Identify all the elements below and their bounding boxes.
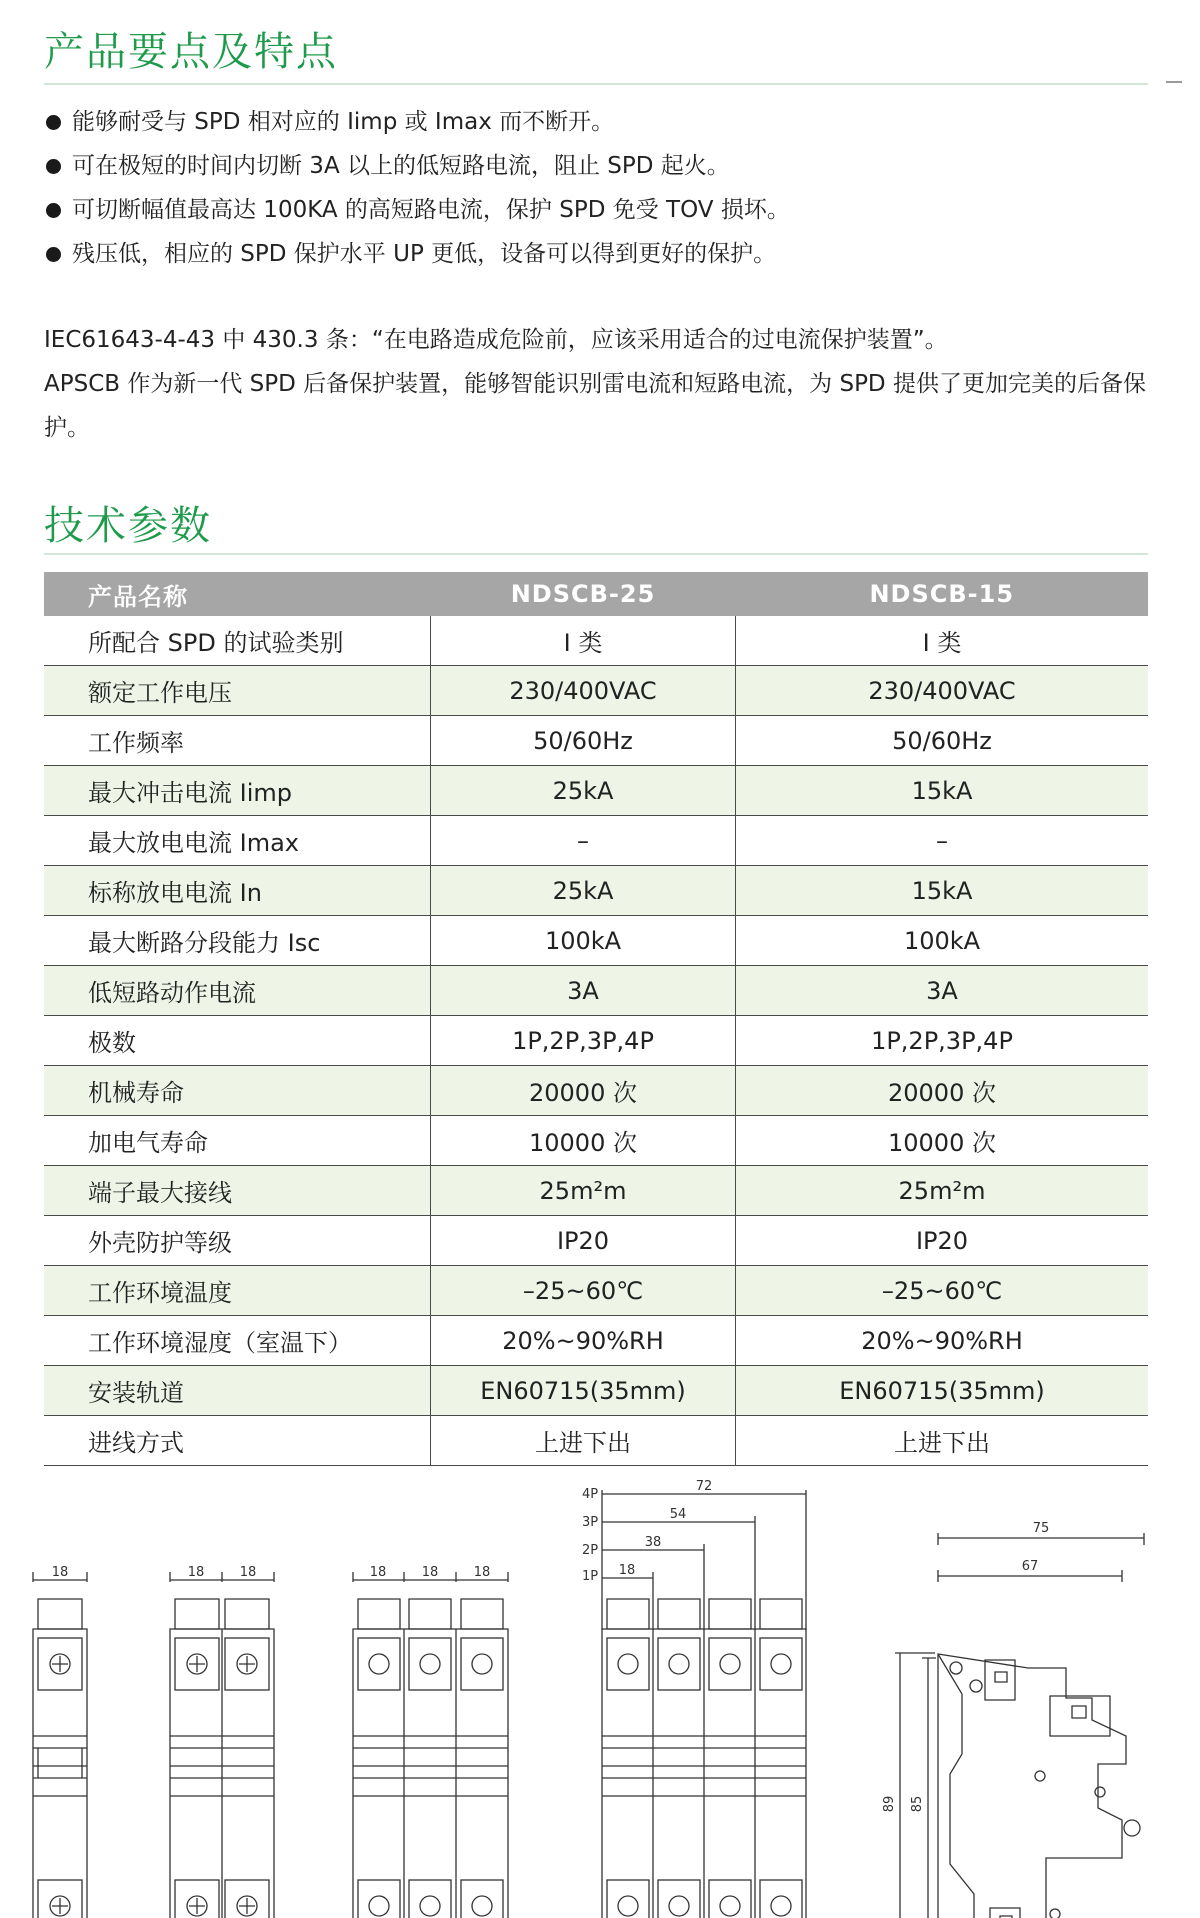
breaker-side-view-drawing: [895, 1533, 1144, 1918]
spec-param-name: 进线方式: [44, 1416, 431, 1466]
spec-row: [44, 1216, 1148, 1266]
spec-value-25: I 类: [431, 616, 736, 666]
spec-param-name: 端子最大接线: [44, 1166, 431, 1216]
feature-item: 残压低，相应的 SPD 保护水平 UP 更低，设备可以得到更好的保护。: [44, 232, 790, 276]
dim-3p-width-b: 18: [421, 1565, 439, 1580]
spec-row: [44, 1416, 1148, 1466]
spec-param-name: 工作频率: [44, 716, 431, 766]
spec-row: [44, 1316, 1148, 1366]
dim-3p-width-c: 18: [473, 1565, 491, 1580]
feature-list: [44, 100, 790, 276]
spec-value-25: 25kA: [431, 866, 736, 916]
spec-value-15: 25m²m: [736, 1166, 1149, 1216]
spec-row: [44, 816, 1148, 866]
breaker-2p-drawing: [170, 1572, 274, 1918]
spec-row: [44, 616, 1148, 666]
spec-param-name: 安装轨道: [44, 1366, 431, 1416]
spec-value-25: 1P,2P,3P,4P: [431, 1016, 736, 1066]
feature-item: 可切断幅值最高达 100KA 的高短路电流，保护 SPD 免受 TOV 损坏。: [44, 188, 790, 232]
dim-side-height-85: 85: [910, 1795, 925, 1813]
spec-row: [44, 666, 1148, 716]
spec-value-15: 50/60Hz: [736, 716, 1149, 766]
feature-item: 能够耐受与 SPD 相对应的 Iimp 或 Imax 而不断开。: [44, 100, 790, 144]
pole-label-4p: 4P: [582, 1487, 599, 1502]
spec-param-name: 低短路动作电流: [44, 966, 431, 1016]
pole-label-1p: 1P: [582, 1569, 599, 1584]
spec-value-15: 15kA: [736, 766, 1149, 816]
spec-value-15: –25~60℃: [736, 1266, 1149, 1316]
dim-side-width-67: 67: [1021, 1559, 1039, 1574]
spec-row: [44, 1366, 1148, 1416]
dim-side-width-75: 75: [1032, 1521, 1050, 1536]
paragraph-line-2: APSCB 作为新一代 SPD 后备保护装置，能够智能识别雷电流和短路电流，为 SPD 提供了更加完美的后备保护。: [44, 371, 1146, 441]
dim-2p-total: 38: [644, 1535, 662, 1550]
spec-row: [44, 1266, 1148, 1316]
spec-row: [44, 1116, 1148, 1166]
dim-2p-width-a: 18: [187, 1565, 205, 1580]
spec-value-15: 20%~90%RH: [736, 1316, 1149, 1366]
header-model-25: NDSCB-25: [431, 572, 736, 616]
corner-dash: [1166, 81, 1182, 83]
spec-value-15: 100kA: [736, 916, 1149, 966]
header-product-name: 产品名称: [44, 572, 431, 616]
spec-row: [44, 866, 1148, 916]
breaker-1p-drawing: [33, 1572, 87, 1918]
spec-row: [44, 1066, 1148, 1116]
pole-label-3p: 3P: [582, 1515, 599, 1530]
dim-1p-width: 18: [51, 1565, 69, 1580]
spec-row: [44, 716, 1148, 766]
spec-param-name: 机械寿命: [44, 1066, 431, 1116]
spec-value-25: 3A: [431, 966, 736, 1016]
spec-value-25: –25~60℃: [431, 1266, 736, 1316]
spec-value-15: –: [736, 816, 1149, 866]
spec-value-25: 20%~90%RH: [431, 1316, 736, 1366]
spec-param-name: 标称放电电流 In: [44, 866, 431, 916]
spec-value-15: IP20: [736, 1216, 1149, 1266]
spec-param-name: 最大冲击电流 Iimp: [44, 766, 431, 816]
spec-param-name: 额定工作电压: [44, 666, 431, 716]
spec-value-25: 25kA: [431, 766, 736, 816]
spec-value-25: 230/400VAC: [431, 666, 736, 716]
dim-2p-width-b: 18: [239, 1565, 257, 1580]
dimension-drawings: [0, 1479, 1200, 1910]
spec-value-15: 上进下出: [736, 1416, 1149, 1466]
spec-value-15: EN60715(35mm): [736, 1366, 1149, 1416]
feature-item: 可在极短的时间内切断 3A 以上的低短路电流，阻止 SPD 起火。: [44, 144, 790, 188]
spec-value-25: –: [431, 816, 736, 866]
spec-value-25: 50/60Hz: [431, 716, 736, 766]
spec-row: [44, 766, 1148, 816]
spec-value-15: 230/400VAC: [736, 666, 1149, 716]
spec-value-15: 20000 次: [736, 1066, 1149, 1116]
spec-value-25: 上进下出: [431, 1416, 736, 1466]
dim-side-height-89: 89: [882, 1795, 897, 1813]
breaker-4p-drawing: [602, 1490, 806, 1918]
spec-table-body: [44, 616, 1148, 1466]
dim-3p-width-a: 18: [369, 1565, 387, 1580]
spec-value-15: 3A: [736, 966, 1149, 1016]
dim-1p-total: 18: [618, 1563, 636, 1578]
header-model-15: NDSCB-15: [736, 572, 1149, 616]
spec-param-name: 最大放电电流 Imax: [44, 816, 431, 866]
paragraph-line-1: IEC61643-4-43 中 430.3 条：“在电路造成危险前，应该采用适合的过电流保护装置”。: [44, 327, 948, 353]
spec-param-name: 最大断路分段能力 Isc: [44, 916, 431, 966]
features-title: 产品要点及特点: [44, 29, 338, 75]
spec-value-25: 10000 次: [431, 1116, 736, 1166]
spec-row: [44, 1016, 1148, 1066]
spec-param-name: 工作环境湿度（室温下）: [44, 1316, 431, 1366]
spec-value-25: EN60715(35mm): [431, 1366, 736, 1416]
spec-param-name: 所配合 SPD 的试验类别: [44, 616, 431, 666]
spec-row: [44, 1166, 1148, 1216]
spec-value-25: 100kA: [431, 916, 736, 966]
spec-value-15: 10000 次: [736, 1116, 1149, 1166]
spec-param-name: 工作环境温度: [44, 1266, 431, 1316]
dim-3p-total: 54: [669, 1507, 687, 1522]
spec-value-25: IP20: [431, 1216, 736, 1266]
standard-paragraph: [44, 318, 1154, 450]
spec-row: [44, 966, 1148, 1016]
dim-4p-width: 72: [695, 1479, 713, 1494]
spec-value-15: I 类: [736, 616, 1149, 666]
spec-row: [44, 916, 1148, 966]
spec-value-25: 20000 次: [431, 1066, 736, 1116]
spec-value-15: 15kA: [736, 866, 1149, 916]
spec-value-25: 25m²m: [431, 1166, 736, 1216]
spec-param-name: 外壳防护等级: [44, 1216, 431, 1266]
spec-param-name: 加电气寿命: [44, 1116, 431, 1166]
specs-title-rule: [44, 553, 1148, 555]
pole-label-2p: 2P: [582, 1543, 599, 1558]
spec-table: [44, 572, 1148, 1466]
specs-title: 技术参数: [44, 503, 212, 549]
spec-value-15: 1P,2P,3P,4P: [736, 1016, 1149, 1066]
features-title-rule: [44, 83, 1148, 85]
spec-param-name: 极数: [44, 1016, 431, 1066]
breaker-3p-drawing: [353, 1572, 508, 1918]
spec-header-row: [44, 572, 1148, 616]
